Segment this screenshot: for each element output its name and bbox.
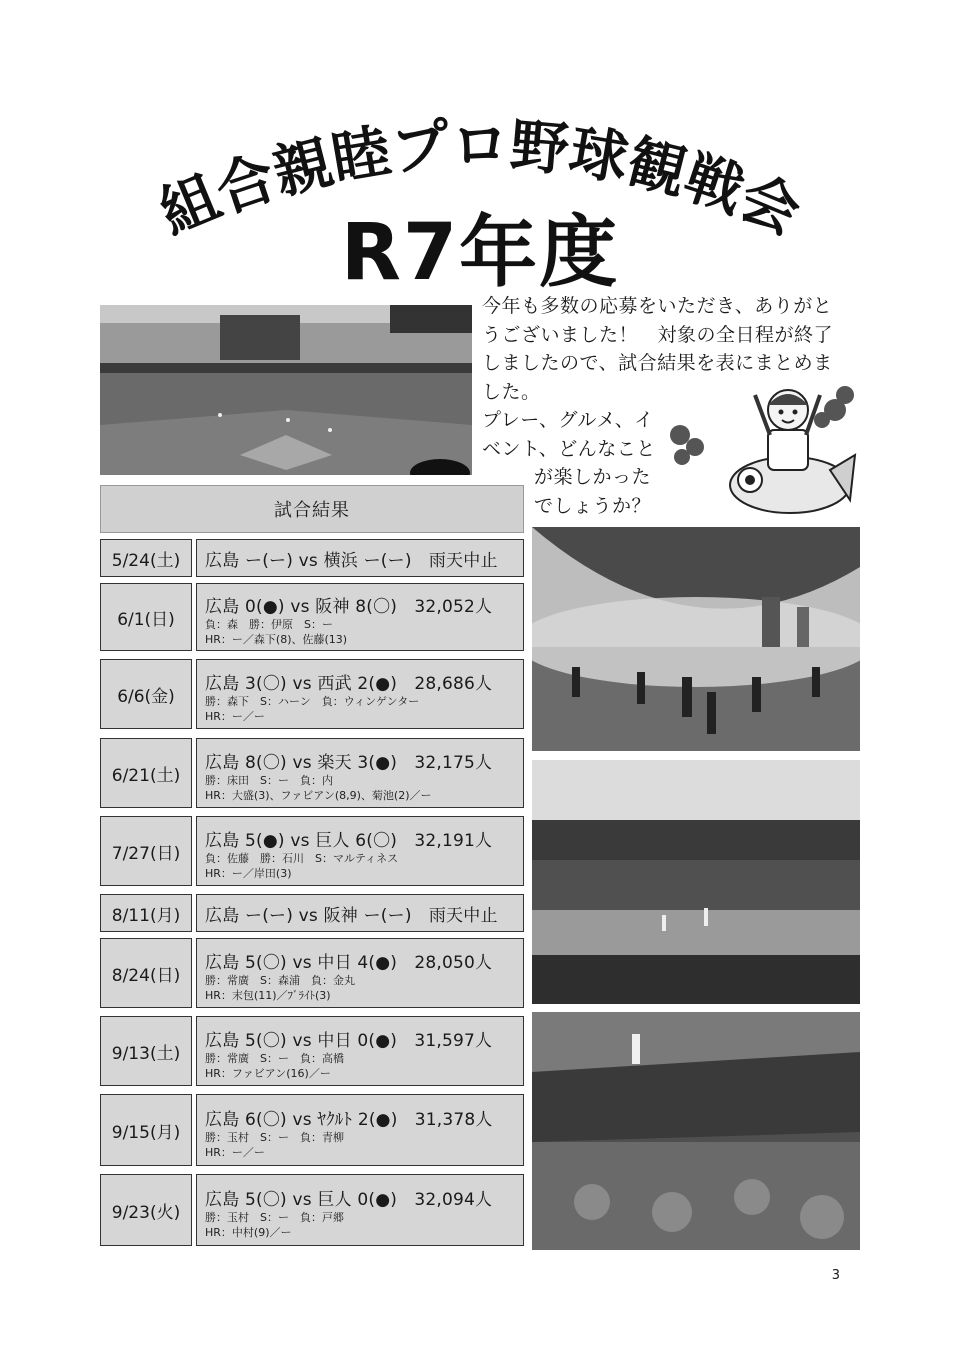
game-result-cell bbox=[196, 1016, 524, 1086]
home-runs: HR：ファビアン(16)／ー bbox=[205, 1066, 331, 1080]
home-runs: HR：末包(11)／ﾌﾞﾗｲﾄ(3) bbox=[205, 988, 331, 1002]
table-row bbox=[100, 1094, 524, 1166]
table-row bbox=[100, 938, 524, 1008]
home-runs: HR：ー／ー bbox=[205, 1145, 265, 1159]
table-row bbox=[100, 894, 524, 932]
game-score: 広島 ー(ー) vs 阪神 ー(ー) 雨天中止 bbox=[205, 905, 498, 926]
game-result-cell bbox=[196, 539, 524, 577]
game-result-cell bbox=[196, 738, 524, 808]
game-date: 5/24(土) bbox=[100, 539, 192, 577]
page-title: 組合親睦プロ野球観戦会 bbox=[150, 111, 810, 248]
intro-line: うございました！ 対象の全日程が終了 bbox=[482, 323, 834, 346]
game-result-cell bbox=[196, 938, 524, 1008]
game-date: 7/27(日) bbox=[100, 816, 192, 886]
game-score: 広島 5(〇) vs 巨人 0(●) 32,094人 bbox=[205, 1189, 493, 1210]
game-date: 6/6(金) bbox=[100, 659, 192, 729]
pitcher-record: 勝：常廣 S：ー 負：高橋 bbox=[205, 1051, 344, 1065]
game-date: 6/1(日) bbox=[100, 583, 192, 651]
game-date: 8/24(日) bbox=[100, 938, 192, 1008]
game-result-cell bbox=[196, 583, 524, 651]
page-subtitle-year: R7年度 bbox=[340, 208, 620, 298]
pitcher-record: 勝：床田 S：ー 負：内 bbox=[205, 773, 333, 787]
stadium-photo-day bbox=[100, 305, 472, 475]
home-runs: HR：大盛(3)、ファビアン(8,9)、菊池(2)／ー bbox=[205, 788, 432, 802]
pitcher-record: 勝：玉村 S：ー 負：戸郷 bbox=[205, 1210, 344, 1224]
pitcher-record: 負：佐藤 勝：石川 S：マルティネス bbox=[205, 851, 399, 865]
game-score: 広島 0(●) vs 阪神 8(〇) 32,052人 bbox=[205, 596, 493, 617]
game-date: 9/15(月) bbox=[100, 1094, 192, 1166]
game-date: 9/23(火) bbox=[100, 1174, 192, 1246]
home-runs: HR：中村(9)／ー bbox=[205, 1225, 292, 1239]
home-runs: HR：ー／森下(8)、佐藤(13) bbox=[205, 632, 348, 646]
intro-line: しましたので、試合結果を表にまとめま bbox=[482, 352, 833, 374]
mascot-illustration bbox=[660, 375, 860, 520]
stadium-photo-evening bbox=[532, 760, 860, 1004]
game-score: 広島 5(〇) vs 中日 0(●) 31,597人 bbox=[205, 1030, 493, 1051]
home-runs: HR：ー／ー bbox=[205, 709, 265, 723]
pitcher-record: 勝：常廣 S：森浦 負：金丸 bbox=[205, 973, 355, 987]
game-score: 広島 3(〇) vs 西武 2(●) 28,686人 bbox=[205, 673, 493, 694]
intro-line: した。 bbox=[482, 380, 541, 403]
home-runs: HR：ー／岸田(3) bbox=[205, 866, 292, 880]
table-row bbox=[100, 1174, 524, 1246]
table-row bbox=[100, 738, 524, 808]
stadium-photo-mist bbox=[532, 527, 860, 751]
table-row bbox=[100, 816, 524, 886]
game-score: 広島 8(〇) vs 楽天 3(●) 32,175人 bbox=[205, 752, 493, 773]
game-result-cell bbox=[196, 1094, 524, 1166]
game-result-cell bbox=[196, 659, 524, 729]
game-date: 8/11(月) bbox=[100, 894, 192, 932]
game-score: 広島 5(〇) vs 中日 4(●) 28,050人 bbox=[205, 952, 493, 973]
intro-line: プレー、グルメ、イ bbox=[482, 409, 654, 431]
game-score: 広島 5(●) vs 巨人 6(〇) 32,191人 bbox=[205, 830, 493, 851]
game-result-cell bbox=[196, 816, 524, 886]
game-result-cell bbox=[196, 894, 524, 932]
pitcher-record: 勝：森下 S：ハーン 負：ウィンゲンター bbox=[205, 694, 420, 708]
table-row bbox=[100, 583, 524, 651]
game-score: 広島 6(〇) vs ﾔｸﾙﾄ 2(●) 31,378人 bbox=[205, 1109, 493, 1130]
table-row bbox=[100, 659, 524, 729]
table-row bbox=[100, 1016, 524, 1086]
intro-line: ベント、どんなこと bbox=[482, 437, 656, 460]
game-date: 9/13(土) bbox=[100, 1016, 192, 1086]
pitcher-record: 勝：玉村 S：ー 負：青柳 bbox=[205, 1130, 344, 1144]
intro-line: でしょうか？ bbox=[534, 494, 652, 517]
intro-line: 今年も多数の応募をいただき、ありがと bbox=[482, 295, 833, 317]
stadium-photo-night bbox=[532, 1012, 860, 1250]
results-table-header: 試合結果 bbox=[100, 485, 524, 533]
pitcher-record: 負：森 勝：伊原 S：ー bbox=[205, 617, 333, 631]
game-date: 6/21(土) bbox=[100, 738, 192, 808]
table-row bbox=[100, 539, 524, 577]
page-number: 3 bbox=[831, 1268, 840, 1283]
intro-line: が楽しかった bbox=[534, 466, 652, 488]
game-result-cell bbox=[196, 1174, 524, 1246]
game-score: 広島 ー(ー) vs 横浜 ー(ー) 雨天中止 bbox=[205, 550, 498, 571]
